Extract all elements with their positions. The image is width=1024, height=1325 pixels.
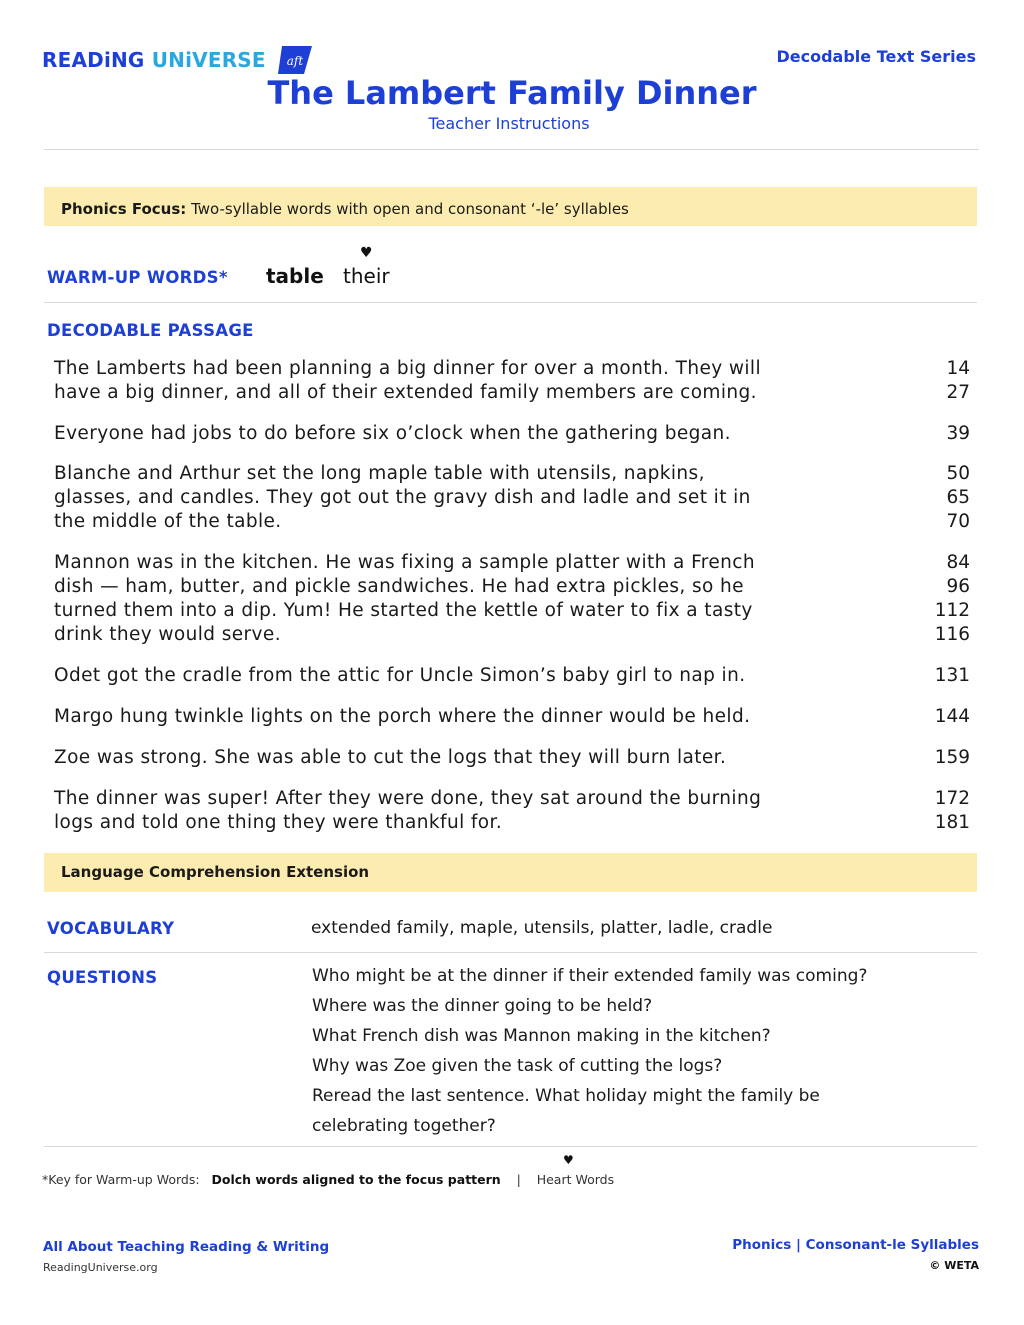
vocabulary-label: VOCABULARY <box>47 919 175 938</box>
passage-line: turned them into a dip. Yum! He started the kettle of water to fix a tasty <box>54 600 753 621</box>
warmup-divider <box>44 302 977 303</box>
word-count: 144 <box>934 706 970 727</box>
decodable-passage-label: DECODABLE PASSAGE <box>47 321 254 340</box>
header-divider <box>44 149 979 150</box>
questions-label: QUESTIONS <box>47 968 158 987</box>
passage-line: the middle of the table. <box>54 511 282 532</box>
passage-line: The dinner was super! After they were done, they sat around the burning <box>54 788 762 809</box>
word-count: 96 <box>946 576 970 597</box>
passage-line: dish — ham, butter, and pickle sandwiches. He had extra pickles, so he <box>54 576 744 597</box>
page-subtitle: Teacher Instructions <box>428 114 590 133</box>
passage-line: have a big dinner, and all of their extended family members are coming. <box>54 382 757 403</box>
series-label: Decodable Text Series <box>776 47 976 66</box>
key-prefix: *Key for Warm-up Words: <box>42 1172 200 1187</box>
warmup-word-table: table <box>266 264 324 288</box>
footer-site[interactable]: ReadingUniverse.org <box>43 1261 158 1274</box>
aft-logo-icon <box>276 42 316 78</box>
passage-line: Mannon was in the kitchen. He was fixing a sample platter with a French <box>54 552 755 573</box>
passage-line: The Lamberts had been planning a big dinner for over a month. They will <box>54 358 762 379</box>
footer-copyright: © WETA <box>929 1259 979 1272</box>
warmup-words-label: WARM-UP WORDS* <box>47 268 228 287</box>
warmup-key <box>42 1172 614 1187</box>
key-heart-words: Heart Words <box>536 1172 615 1187</box>
question-item: Why was Zoe given the task of cutting the logs? <box>312 1056 723 1076</box>
word-count: 50 <box>946 463 970 484</box>
page-title: The Lambert Family Dinner <box>267 74 757 112</box>
vocabulary-list: extended family, maple, utensils, platter, ladle, cradle <box>311 918 773 938</box>
word-count: 131 <box>934 665 970 686</box>
word-count: 172 <box>934 788 970 809</box>
question-item: Who might be at the dinner if their extended family was coming? <box>312 966 868 986</box>
phonics-focus <box>61 200 629 218</box>
question-item: celebrating together? <box>312 1116 496 1136</box>
heart-icon: ♥ <box>563 1153 574 1167</box>
word-count: 65 <box>946 487 970 508</box>
passage-line: drink they would serve. <box>54 624 281 645</box>
question-item: Reread the last sentence. What holiday might the family be <box>312 1086 820 1106</box>
word-count: 181 <box>934 812 970 833</box>
passage-line: glasses, and candles. They got out the gravy dish and ladle and set it in <box>54 487 751 508</box>
word-count: 70 <box>946 511 970 532</box>
word-count: 27 <box>946 382 970 403</box>
footer-topic[interactable]: Phonics | Consonant-le Syllables <box>732 1237 979 1253</box>
word-count: 112 <box>934 600 970 621</box>
phonics-focus-text: Two-syllable words with open and consonant ‘-le’ syllables <box>191 200 629 218</box>
questions-divider <box>44 1146 977 1147</box>
language-comprehension-heading: Language Comprehension Extension <box>61 863 370 881</box>
key-separator: | <box>516 1172 521 1187</box>
word-count: 116 <box>934 624 970 645</box>
question-item: What French dish was Mannon making in the kitchen? <box>312 1026 771 1046</box>
passage-line: Blanche and Arthur set the long maple table with utensils, napkins, <box>54 463 705 484</box>
question-item: Where was the dinner going to be held? <box>312 996 653 1016</box>
reading-universe-logo[interactable] <box>42 42 316 78</box>
warmup-word-their: their <box>343 264 390 288</box>
passage-line: Odet got the cradle from the attic for Uncle Simon’s baby girl to nap in. <box>54 665 746 686</box>
word-count: 39 <box>946 423 970 444</box>
logo-wordmark: READiNG UNiVERSE <box>42 48 266 72</box>
footer-section-title[interactable]: All About Teaching Reading & Writing <box>43 1239 330 1255</box>
passage-line: Everyone had jobs to do before six o’clock when the gathering began. <box>54 423 731 444</box>
word-count: 84 <box>946 552 970 573</box>
passage-line: Margo hung twinkle lights on the porch where the dinner would be held. <box>54 706 751 727</box>
word-count: 159 <box>934 747 970 768</box>
heart-icon: ♥ <box>360 245 373 261</box>
passage-line: logs and told one thing they were thankful for. <box>54 812 503 833</box>
key-dolch: Dolch words aligned to the focus pattern <box>211 1172 501 1187</box>
word-count: 14 <box>946 358 970 379</box>
vocabulary-divider <box>44 952 977 953</box>
phonics-focus-label: Phonics Focus: <box>61 200 187 218</box>
passage-line: Zoe was strong. She was able to cut the logs that they will burn later. <box>54 747 727 768</box>
svg-text:aft: aft <box>286 54 303 68</box>
